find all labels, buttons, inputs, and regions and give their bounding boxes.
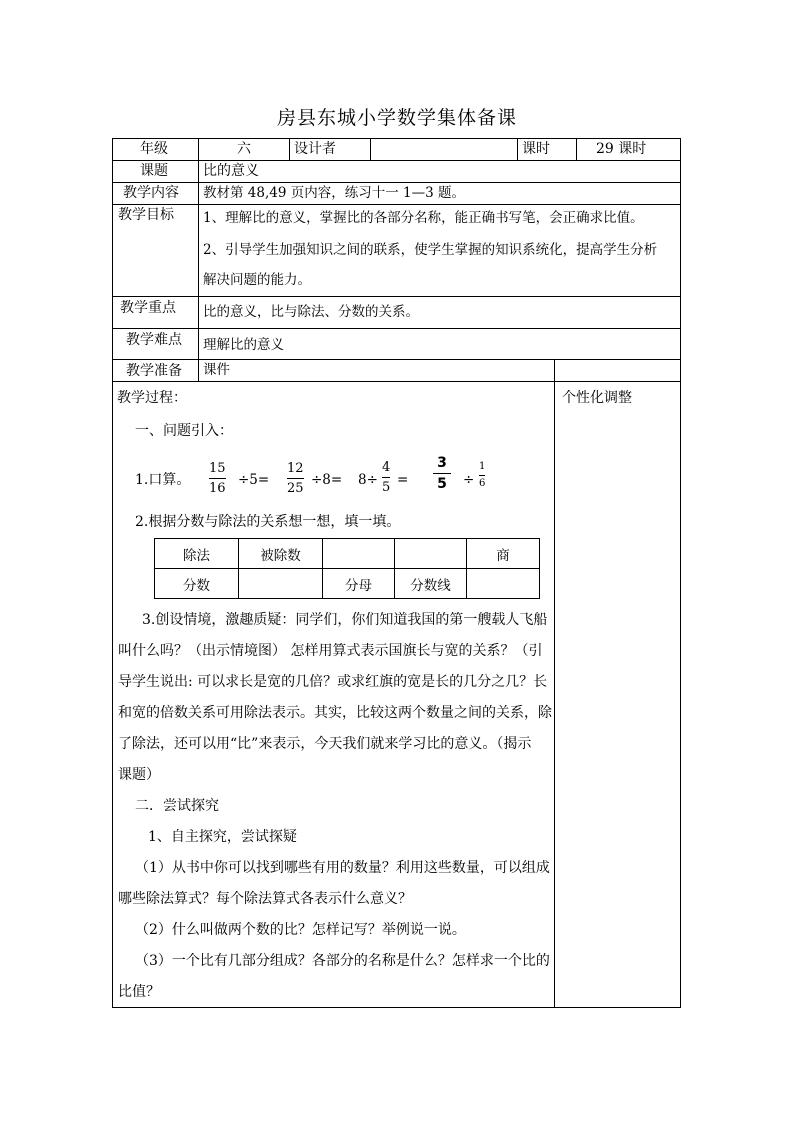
- table-cell: 除法: [155, 539, 239, 569]
- fraction-12-25: 12 25: [287, 461, 304, 496]
- table-cell: [323, 539, 395, 569]
- inquiry-question-2: （2）什么叫做两个数的比？怎样记写？举例说一说。: [135, 922, 466, 938]
- inquiry-question-1: （1）从书中你可以找到哪些有用的数量？利用这些数量，可以组成: [135, 860, 550, 876]
- goal-item-1: 1、理解比的意义，掌握比的各部分名称，能正确书写笔，会正确求比值。: [203, 210, 644, 226]
- inquiry-question-3-continued: 比值？: [118, 984, 160, 1000]
- paragraph-line: 导学生说出: 可以求长是宽的几倍？或求红旗的宽是长的几分之几？长: [118, 674, 548, 690]
- table-cell: 被除数: [239, 539, 323, 569]
- calc-4-operator: ÷: [463, 472, 475, 488]
- calc-1-tail: ÷5=: [238, 472, 270, 488]
- topic-label: 课题: [140, 163, 168, 179]
- table-cell: [239, 569, 323, 599]
- paragraph-line: 叫什么吗？（出示情境图） 怎样用算式表示国旗长与宽的关系？（引: [118, 643, 543, 659]
- paragraph-line: 课题）: [118, 767, 160, 783]
- difficulty-value: 理解比的意义: [203, 337, 284, 353]
- column-divider: [198, 138, 199, 381]
- content-label: 教学内容: [123, 185, 179, 201]
- section-2-title: 二．尝试探究: [135, 798, 219, 814]
- calc-2-tail: ÷8=: [311, 472, 343, 488]
- scenario-paragraph: [118, 605, 552, 791]
- content-value: 教材第 48,49 页内容，练习十一 1—3 题。: [203, 185, 465, 201]
- row-divider: [112, 381, 681, 382]
- period-label: 课时: [522, 141, 550, 157]
- table-cell: [395, 539, 467, 569]
- table-row: [155, 569, 540, 599]
- section-2-item-1: 1、自主探究，尝试探疑: [148, 829, 297, 845]
- division-fraction-table: [154, 538, 540, 599]
- section-1-title: 一、问题引入：: [135, 423, 233, 439]
- inquiry-question-3: （3）一个比有几部分组成？各部分的名称是什么？怎样求一个比的: [135, 953, 550, 969]
- difficulty-label: 教学难点: [126, 332, 182, 348]
- column-divider: [517, 138, 518, 160]
- goal-label: 教学目标: [118, 207, 174, 223]
- paragraph-line: 3.创设情境，激趣质疑：同学们，你们知道我国的第一艘载人飞船: [142, 612, 548, 628]
- column-divider: [576, 138, 577, 160]
- grade-value: 六: [237, 141, 251, 157]
- calc-3-lead: 8÷: [358, 472, 378, 488]
- table-cell: [467, 569, 540, 599]
- fraction-15-16: 15 16: [209, 461, 226, 496]
- table-cell: 分数: [155, 569, 239, 599]
- goal-item-2: 2、引导学生加强知识之间的联系，使学生掌握的知识系统化，提高学生分析: [203, 242, 658, 258]
- topic-value: 比的意义: [203, 163, 259, 179]
- question-2: 2.根据分数与除法的关系想一想，填一填。: [135, 514, 401, 530]
- paragraph-line: 了除法，还可以用“比”来表示，今天我们就来学习比的意义。（揭示: [118, 736, 532, 752]
- designer-label: 设计者: [294, 141, 336, 157]
- oral-calc-label: 1.口算。: [135, 472, 191, 488]
- preparation-label: 教学准备: [126, 363, 182, 379]
- period-value: 29 课时: [596, 141, 647, 157]
- table-cell: 分数线: [395, 569, 467, 599]
- column-divider: [554, 359, 555, 1008]
- key-point-label: 教学重点: [120, 300, 176, 316]
- column-divider: [370, 138, 371, 160]
- key-point-value: 比的意义，比与除法、分数的关系。: [203, 304, 419, 320]
- table-cell: 分母: [323, 569, 395, 599]
- process-label: 教学过程：: [117, 390, 187, 406]
- inquiry-question-1-continued: 哪些除法算式？每个除法算式各表示什么意义？: [118, 891, 412, 907]
- goal-item-2-continued: 解决问题的能力。: [203, 272, 311, 288]
- grade-label: 年级: [140, 141, 168, 157]
- column-divider: [289, 138, 290, 160]
- fraction-4-5: 4 5: [382, 460, 391, 495]
- fraction-1-6: 1 6: [479, 461, 486, 489]
- personalized-adjustment-label: 个性化调整: [562, 390, 632, 406]
- page-title: 房县东城小学数学集体备课: [276, 107, 517, 129]
- fraction-3-5-handwritten: 3 5: [433, 456, 451, 491]
- calc-3-tail: =: [397, 472, 409, 488]
- preparation-value: 课件: [203, 362, 230, 378]
- table-row: [155, 539, 540, 569]
- paragraph-line: 和宽的倍数关系可用除法表示。其实，比较这两个数量之间的关系，除: [118, 705, 552, 721]
- table-cell: 商: [467, 539, 540, 569]
